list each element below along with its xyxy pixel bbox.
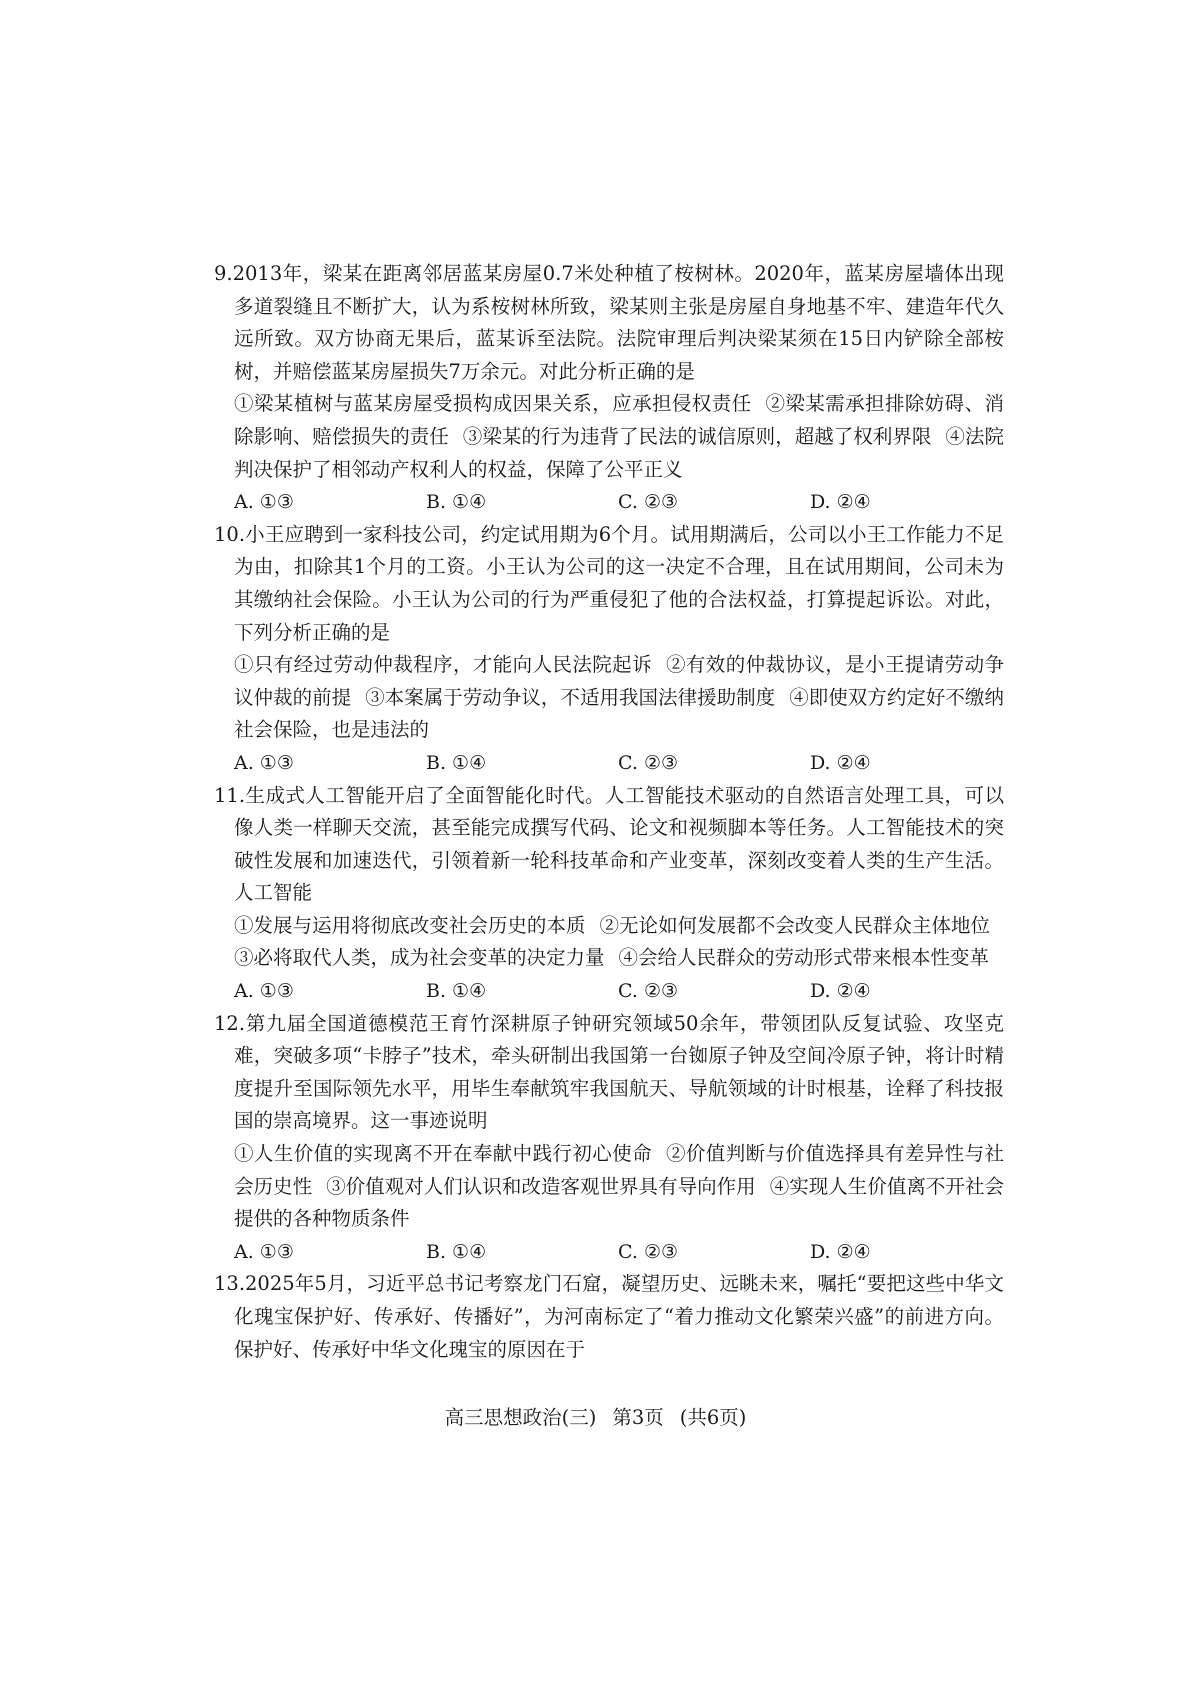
option-b: B. ①④ (426, 980, 487, 1003)
option-a: A. ①③ (234, 980, 294, 1003)
statement-item: ①发展与运用将彻底改变社会历史的本质 (234, 913, 586, 937)
question-text: 第九届全国道德模范王育竹深耕原子钟研究领域50余年，带领团队反复试验、攻坚克难，突破多项“卡脖子”技术，牵头研制出我国第一台铷原子钟及空间冷原子钟，将计时精度提升至国际领先水平，用毕生奉献筑牢我国航天、导航领域的计时根基，诠释了科技报国的崇高境界。这一事迹说明 (234, 1011, 1004, 1133)
option-b: B. ①④ (426, 491, 487, 514)
question-10 (214, 519, 1004, 780)
statement-item: ④即使双方约定好不缴纳社会保险，也是违法的 (234, 685, 1004, 742)
statement-item: ①只有经过劳动仲裁程序，才能向人民法院起诉 (234, 653, 652, 677)
option-b: B. ①④ (426, 1240, 487, 1263)
question-number: 13. (214, 1272, 246, 1296)
question-number: 9. (214, 262, 233, 285)
question-stem (214, 519, 1004, 649)
question-number: 10. (214, 522, 246, 546)
footer-subject: 高三思想政治(三) (444, 1406, 597, 1429)
option-b: B. ①④ (426, 751, 487, 774)
option-a: A. ①③ (234, 751, 294, 774)
option-c: C. ②③ (618, 1240, 679, 1263)
statement-item: ①人生价值的实现离不开在奉献中践行初心使命 (234, 1142, 652, 1166)
question-stem (214, 780, 1004, 910)
statement-item: ③本案属于劳动争议，不适用我国法律援助制度 (365, 685, 776, 709)
option-d: D. ②④ (810, 751, 871, 774)
option-a: A. ①③ (234, 1240, 294, 1263)
answer-options (214, 1236, 1004, 1269)
question-text: 2025年5月，习近平总书记考察龙门石窟，凝望历史、远眺未来，嘱托“要把这些中华文化瑰宝保护好、传承好、传播好”，为河南标定了“着力推动文化繁荣兴盛”的前进方向。保护好、传承好中华文化瑰宝的原因在于 (234, 1272, 1004, 1361)
statement-item: ②价值判断与价值选择具有差异性与社会历史性 (234, 1142, 1004, 1198)
question-13 (214, 1268, 1004, 1366)
option-d: D. ②④ (810, 491, 871, 514)
statement-item: ④法院判决保护了相邻动产权利人的权益，保障了公平正义 (234, 424, 1004, 481)
footer-total-pages: (共6页) (679, 1406, 747, 1429)
statement-item: ④实现人生价值离不开社会提供的各种物质条件 (234, 1174, 1004, 1231)
statement-item: ③价值观对人们认识和改造客观世界具有导向作用 (326, 1174, 756, 1198)
statement-item: ③必将取代人类，成为社会变革的决定力量 (234, 946, 605, 970)
answer-options (214, 975, 1004, 1008)
statement-item: ③梁某的行为违背了民法的诚信原则，超越了权利界限 (462, 424, 932, 448)
option-c: C. ②③ (618, 751, 679, 774)
option-c: C. ②③ (618, 980, 679, 1003)
question-stem (214, 258, 1004, 388)
option-d: D. ②④ (810, 980, 871, 1003)
exam-page-content (214, 258, 1004, 1366)
statement-item: ②有效的仲裁协议，是小王提请劳动争议仲裁的前提 (234, 653, 1004, 709)
option-a: A. ①③ (234, 491, 294, 514)
footer-page-number: 第3页 (612, 1406, 664, 1429)
statement-list (214, 910, 1004, 975)
question-11 (214, 780, 1004, 1008)
answer-options (214, 747, 1004, 780)
question-text: 生成式人工智能开启了全面智能化时代。人工智能技术驱动的自然语言处理工具，可以像人类一样聊天交流，甚至能完成撰写代码、论文和视频脚本等任务。人工智能技术的突破性发展和加速迭代，引领着新一轮科技革命和产业变革，深刻改变着人类的生产生活。人工智能 (234, 783, 1004, 905)
statement-item: ④会给人民群众的劳动形式带来根本性变革 (618, 946, 990, 970)
statement-item: ①梁某植树与蓝某房屋受损构成因果关系，应承担侵权责任 (234, 392, 752, 416)
option-d: D. ②④ (810, 1240, 871, 1263)
question-stem (214, 1008, 1004, 1138)
question-text: 2013年，梁某在距离邻居蓝某房屋0.7米处种植了桉树林。2020年，蓝某房屋墙体出现多道裂缝且不断扩大，认为系桉树林所致，梁某则主张是房屋自身地基不牢、建造年代久远所致。双方协商无果后，蓝某诉至法院。法院审理后判决梁某须在15日内铲除全部桉树，并赔偿蓝某房屋损失7万余元。对此分析正确的是 (232, 262, 1004, 383)
answer-options (214, 486, 1004, 519)
question-stem (214, 1268, 1004, 1366)
question-number: 12. (214, 1011, 246, 1035)
question-9 (214, 258, 1004, 519)
statement-list (214, 649, 1004, 747)
option-c: C. ②③ (618, 491, 679, 514)
statement-list (214, 1138, 1004, 1236)
question-number: 11. (214, 783, 246, 807)
page-footer (0, 1404, 1191, 1432)
statement-list (214, 388, 1004, 486)
statement-item: ②无论如何发展都不会改变人民群众主体地位 (599, 913, 990, 937)
question-12 (214, 1008, 1004, 1269)
statement-item: ②梁某需承担排除妨碍、消除影响、赔偿损失的责任 (234, 392, 1004, 448)
question-text: 小王应聘到一家科技公司，约定试用期为6个月。试用期满后，公司以小王工作能力不足为由，扣除其1个月的工资。小王认为公司的这一决定不合理，且在试用期间，公司未为其缴纳社会保险。小王认为公司的行为严重侵犯了他的合法权益，打算提起诉讼。对此，下列分析正确的是 (234, 522, 1004, 644)
